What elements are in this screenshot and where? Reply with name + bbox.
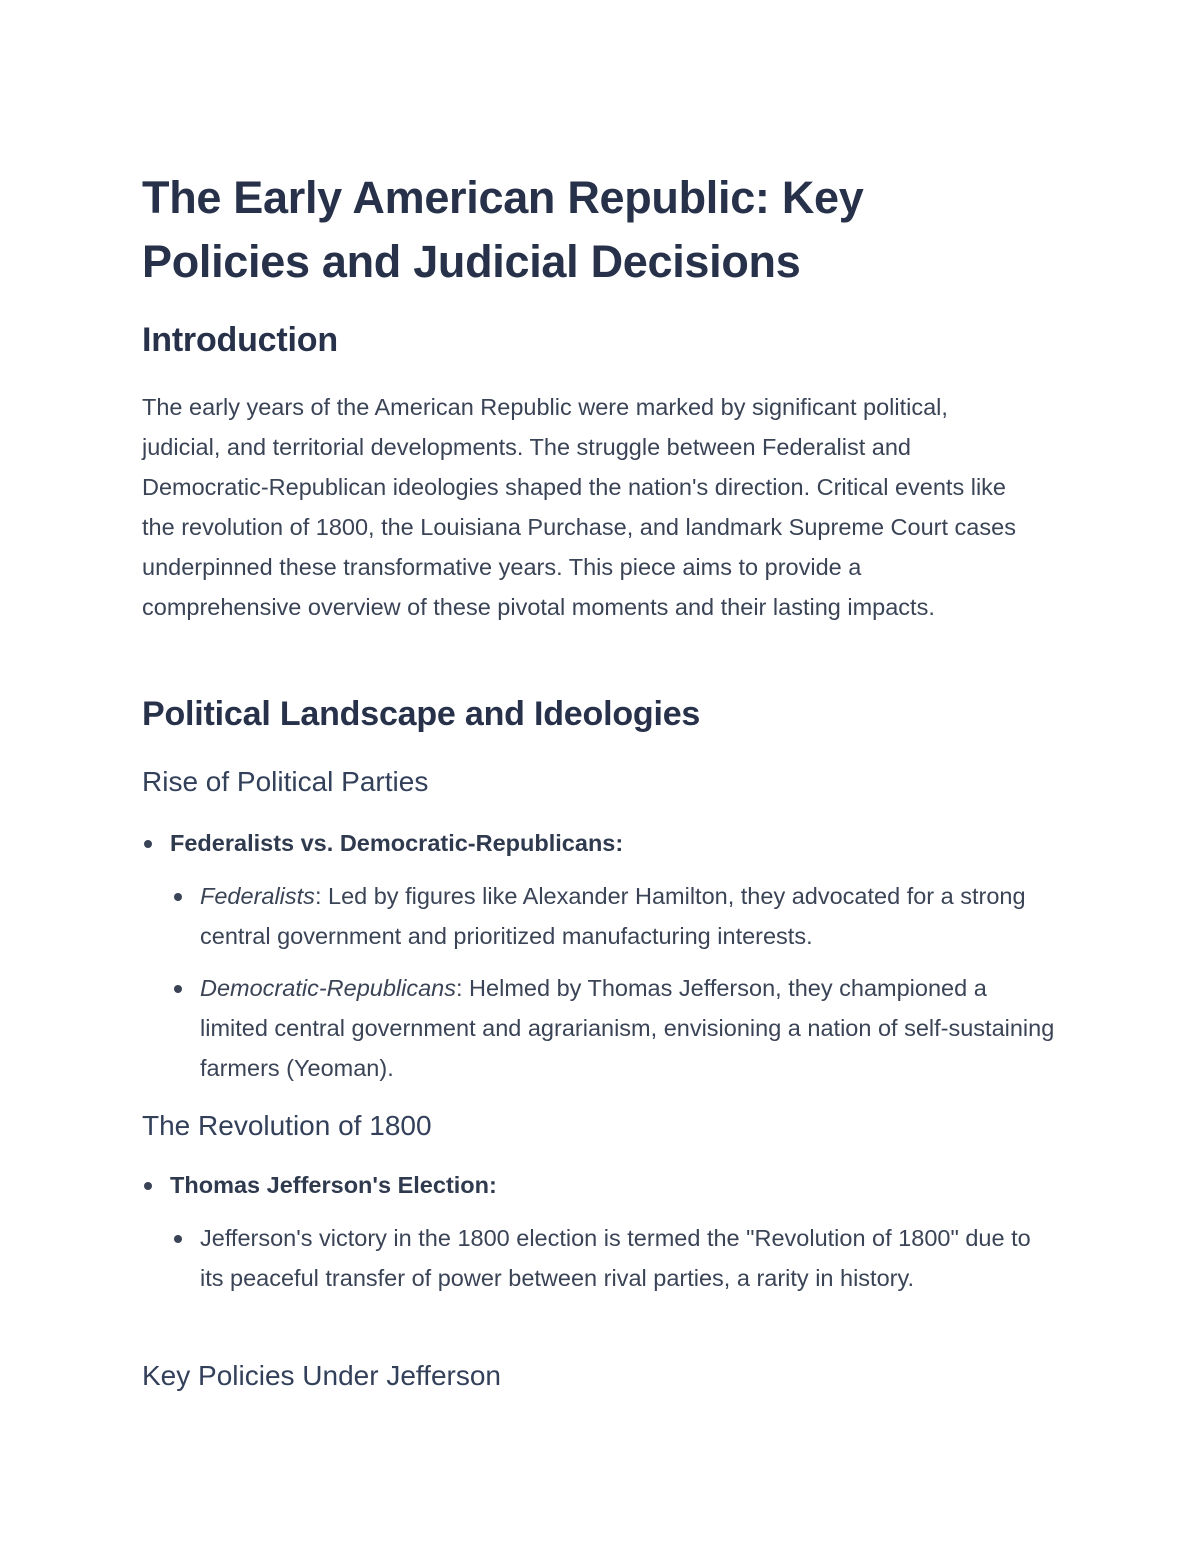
document-title: The Early American Republic: Key Policies and Judicial Decisions bbox=[142, 172, 864, 287]
political-landscape-heading: Political Landscape and Ideologies bbox=[142, 695, 701, 733]
rise-of-parties-heading: Rise of Political Parties bbox=[142, 766, 429, 797]
revolution-of-1800-heading: The Revolution of 1800 bbox=[142, 1110, 432, 1141]
term-federalists: Federalists bbox=[200, 883, 315, 909]
federalists-description: : Led by figures like Alexander Hamilton, they advocated for a strong central government and prioritized manufacturing interests. bbox=[200, 883, 1026, 949]
bullet-dot bbox=[144, 1182, 152, 1190]
bullet-dot bbox=[144, 840, 152, 848]
list-item-label: Thomas Jefferson's Election: bbox=[170, 1172, 497, 1198]
key-policies-heading: Key Policies Under Jefferson bbox=[142, 1360, 501, 1391]
introduction-paragraph: The early years of the American Republic were marked by significant political, judicial, and territorial developments. The struggle between Federalist and Democratic-Republican ideologies shaped the nation's direction. Critical events like the revolution of 1800, the Louisiana Purchase, and landmark Supreme Court cases underpinned these transformative years. This piece aims to provide a comprehensive overview of these pivotal moments and their lasting impacts. bbox=[142, 394, 1016, 620]
list-item-text bbox=[200, 968, 1060, 1088]
democratic-republicans-description: : Helmed by Thomas Jefferson, they championed a limited central government and agrarianism, envisioning a nation of self-sustaining farmers (Yeoman). bbox=[200, 975, 1055, 1081]
introduction-heading: Introduction bbox=[142, 321, 338, 359]
list-item-text bbox=[200, 876, 1060, 956]
list-item-text: Jefferson's victory in the 1800 election is termed the "Revolution of 1800" due to its peaceful transfer of power between rival parties, a rarity in history. bbox=[200, 1225, 1031, 1291]
bullet-dot bbox=[174, 893, 182, 901]
term-democratic-republicans: Democratic-Republicans bbox=[200, 975, 456, 1001]
bullet-dot bbox=[174, 1235, 182, 1243]
bullet-dot bbox=[174, 985, 182, 993]
list-item-label: Federalists vs. Democratic-Republicans: bbox=[170, 830, 624, 856]
